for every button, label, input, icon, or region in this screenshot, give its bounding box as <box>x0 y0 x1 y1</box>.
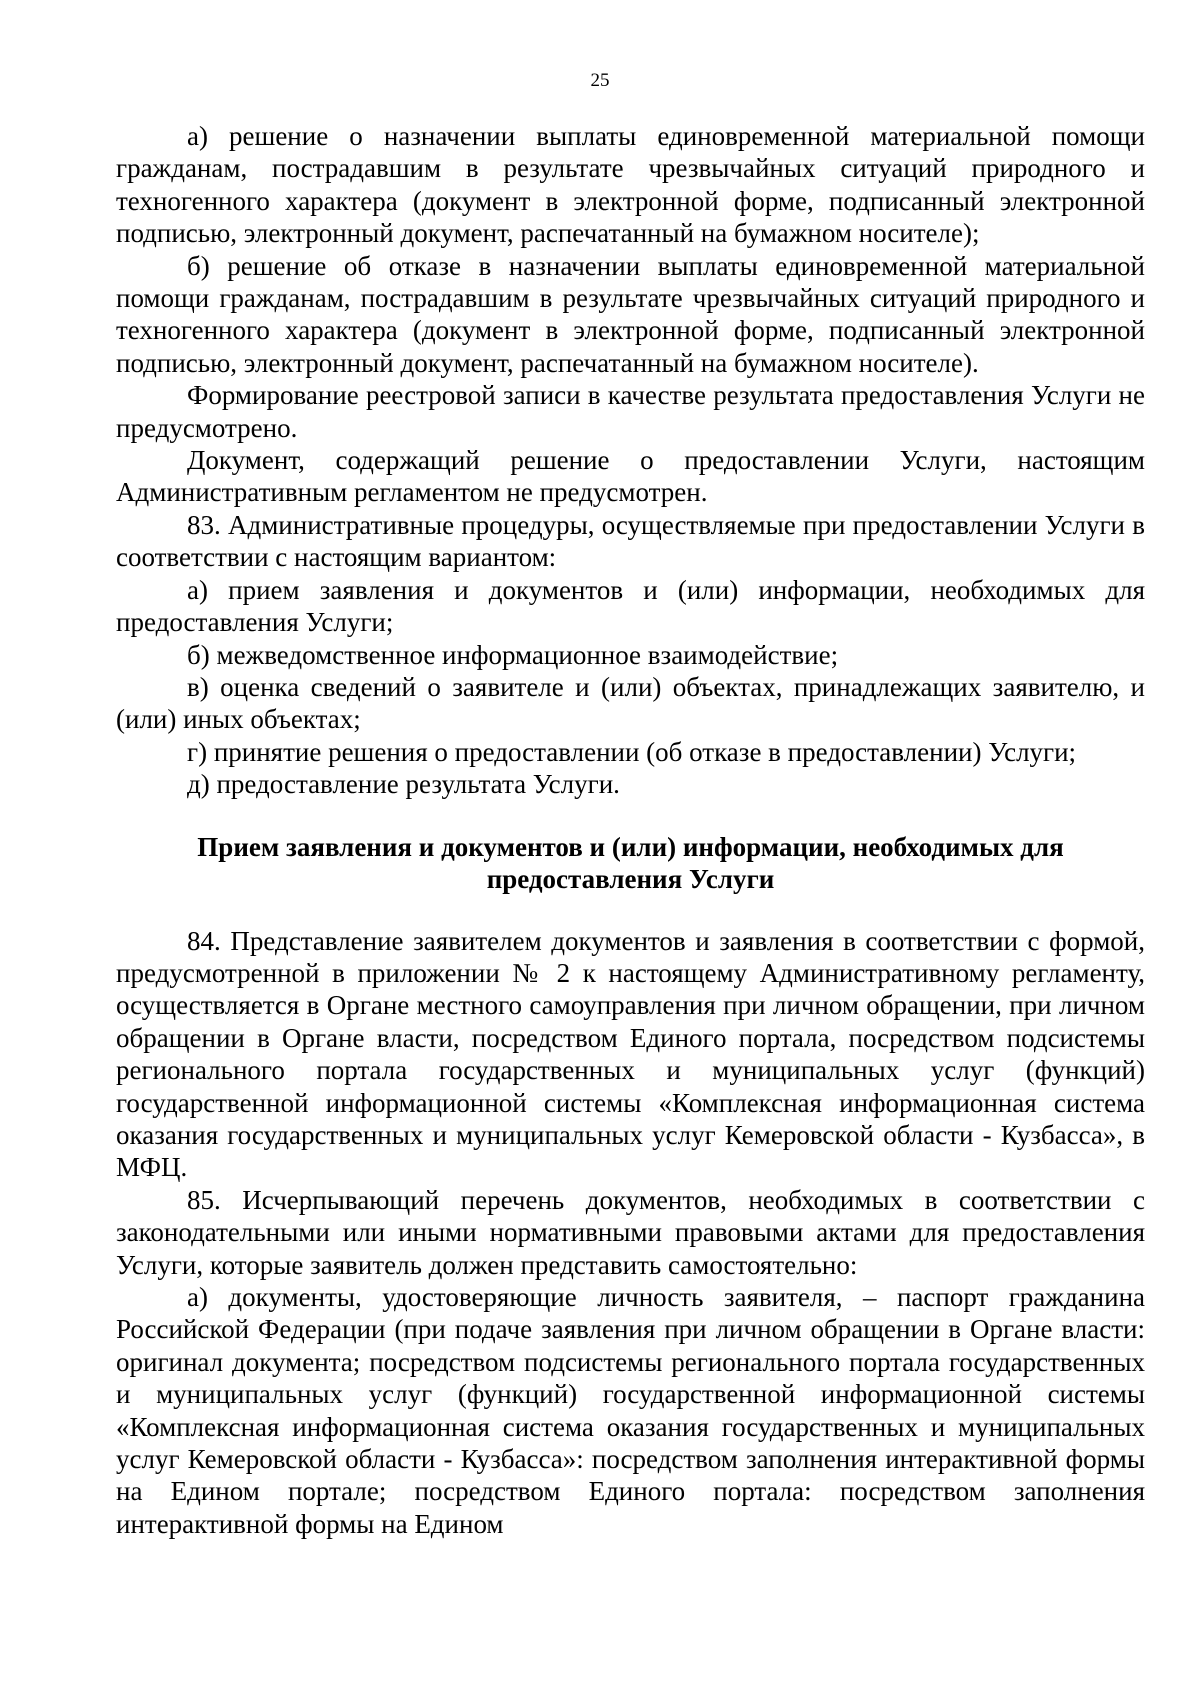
list-item-83g: г) принятие решения о предоставлении (об отказе в предоставлении) Услуги; <box>187 736 1077 767</box>
paragraph-85: 85. Исчерпывающий перечень документов, необходимых в соответствии с законодательными или иными нормативными правовыми актами для предоставления Услуги, которые заявитель должен представить самостоятельно: <box>116 1184 1145 1280</box>
list-item-83v: в) оценка сведений о заявителе и (или) объектах, принадлежащих заявителю, и (или) иных объектах; <box>116 671 1145 735</box>
paragraph-decision-payment: а) решение о назначении выплаты единовременной материальной помощи гражданам, пострадавшим в результате чрезвычайных ситуаций природного и техногенного характера (документ в электронной форме, подписанный электронной подписью, электронный документ, распечатанный на бумажном носителе); <box>116 121 1145 249</box>
paragraph-83: 83. Административные процедуры, осуществляемые при предоставлении Услуги в соответствии с настоящим вариантом: <box>116 509 1145 573</box>
paragraph-registry-record: Формирование реестровой записи в качестве результата предоставления Услуги не предусмотрено. <box>116 380 1145 443</box>
paragraph-84: 84. Представление заявителем документов и заявления в соответствии с формой, предусмотренной в приложении № 2 к настоящему Административному регламенту, осуществляется в Органе местного самоуправления при личном обращении, при личном обращении в Органе власти, посредством Единого портала, посредством подсистемы регионального портала государственных и муниципальных услуг (функций) государственной информационной системы «Комплексная информационная система оказания государственных и муниципальных услуг Кемеровской области - Кузбасса», в МФЦ. <box>116 925 1145 1183</box>
list-item-83d: д) предоставление результата Услуги. <box>187 769 620 800</box>
section-heading: Прием заявления и документов и (или) информации, необходимых для предоставления Услуги <box>197 831 1064 894</box>
page-content <box>116 120 1145 1540</box>
paragraph-decision-document: Документ, содержащий решение о предоставлении Услуги, настоящим Административным регламентом не предусмотрен. <box>116 445 1145 508</box>
page-number: 25 <box>590 70 610 91</box>
list-item-85a: а) документы, удостоверяющие личность заявителя, – паспорт гражданина Российской Федерации (при подаче заявления при личном обращении в Органе власти: оригинал документа; посредством подсистемы регионального портала государственных и муниципальных услуг (функций) государственной информационной системы «Комплексная информационная система оказания государственных и муниципальных услуг Кемеровской области - Кузбасса»: посредством заполнения интерактивной формы на Едином портале; посредством Единого портала: посредством заполнения интерактивной формы на Едином <box>116 1282 1145 1539</box>
list-item-83a: а) прием заявления и документов и (или) информации, необходимых для предоставления Услуги; <box>116 574 1145 638</box>
list-item-83b: б) межведомственное информационное взаимодействие; <box>187 639 839 670</box>
paragraph-decision-refusal: б) решение об отказе в назначении выплаты единовременной материальной помощи гражданам, пострадавшим в результате чрезвычайных ситуаций природного и техногенного характера (документ в электронной форме, подписанный электронной подписью, электронный документ, распечатанный на бумажном носителе). <box>116 250 1145 378</box>
